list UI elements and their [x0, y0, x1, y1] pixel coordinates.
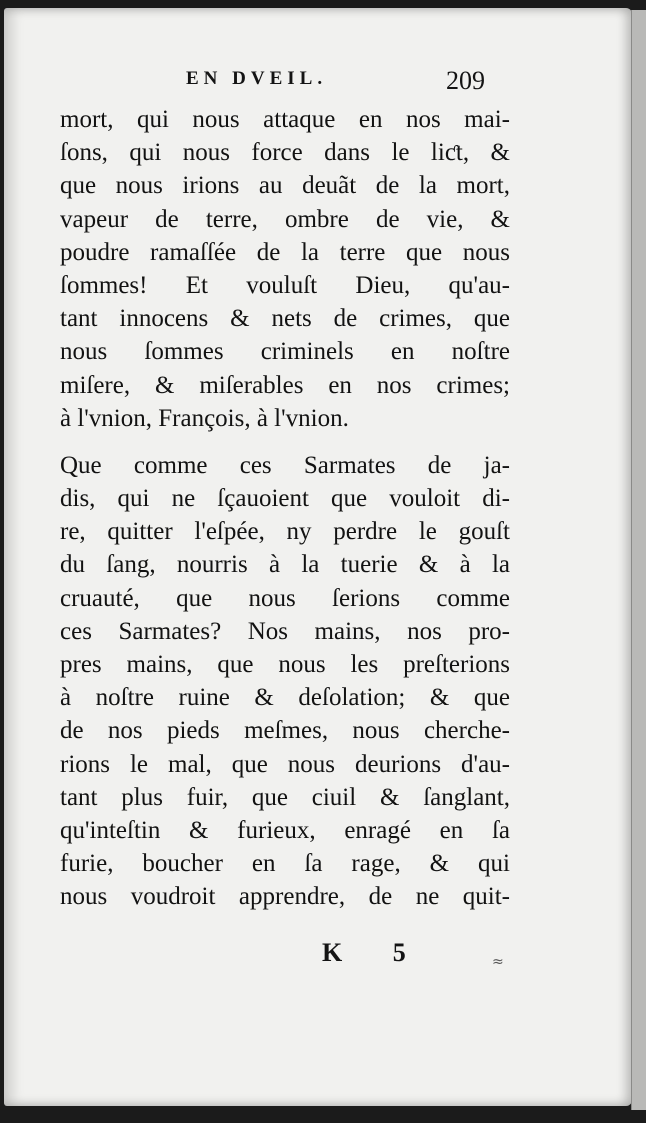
- signature-mark: K 5: [322, 938, 428, 967]
- text-line: rions le mal, que nous deurions d'au-: [60, 750, 510, 778]
- text-line: qu'inteſtin & furieux, enragé en ſa: [60, 816, 510, 844]
- text-line: furie, boucher en ſa rage, & qui: [60, 850, 510, 878]
- text-line: re, quitter l'eſpée, ny perdre le gouſt: [60, 518, 510, 546]
- text-line: nous voudroit apprendre, de ne quit-: [60, 883, 510, 911]
- text-line: miſere, & miſerables en nos crimes;: [60, 371, 510, 399]
- text-line: ſommes! Et vouluſt Dieu, qu'au-: [60, 271, 510, 299]
- page-edge: [631, 10, 646, 1110]
- body-text: [60, 103, 510, 914]
- text-line: dis, qui ne ſçauoient que vouloit di-: [60, 485, 510, 513]
- text-line: Que comme ces Sarmates de ja-: [60, 451, 510, 479]
- text-line: ces Sarmates? Nos mains, nos pro-: [60, 617, 510, 645]
- paragraph-2: [60, 449, 510, 914]
- paragraph-gap: [60, 435, 510, 449]
- text-line: tant plus fuir, que ciuil & ſanglant,: [60, 783, 510, 811]
- text-line: que nous irions au deuãt de la mort,: [60, 172, 510, 200]
- text-line: de nos pieds meſmes, nous cherche-: [60, 717, 510, 745]
- running-head: EN DVEIL.: [186, 68, 328, 89]
- paragraph-1: [60, 103, 510, 435]
- text-line: ſons, qui nous force dans le liƈt, &: [60, 139, 510, 167]
- page-ornament: ≈: [492, 954, 504, 970]
- text-line: vapeur de terre, ombre de vie, &: [60, 205, 510, 233]
- text-line: mort, qui nous attaque en nos mai-: [60, 106, 510, 133]
- text-line: pres mains, que nous les preſterions: [60, 651, 510, 678]
- text-line: poudre ramaſſée de la terre que nous: [60, 238, 510, 266]
- text-line: cruauté, que nous ſerions comme: [60, 584, 510, 612]
- text-line: nous ſommes criminels en noſtre: [60, 338, 510, 366]
- text-line: du ſang, nourris à la tuerie & à la: [60, 551, 510, 579]
- page-number: 209: [446, 66, 485, 95]
- text-line: tant innocens & nets de crimes, que: [60, 305, 510, 333]
- text-line: à noſtre ruine & deſolation; & que: [60, 684, 510, 712]
- text-line: à l'vnion, François, à l'vnion.: [60, 404, 349, 432]
